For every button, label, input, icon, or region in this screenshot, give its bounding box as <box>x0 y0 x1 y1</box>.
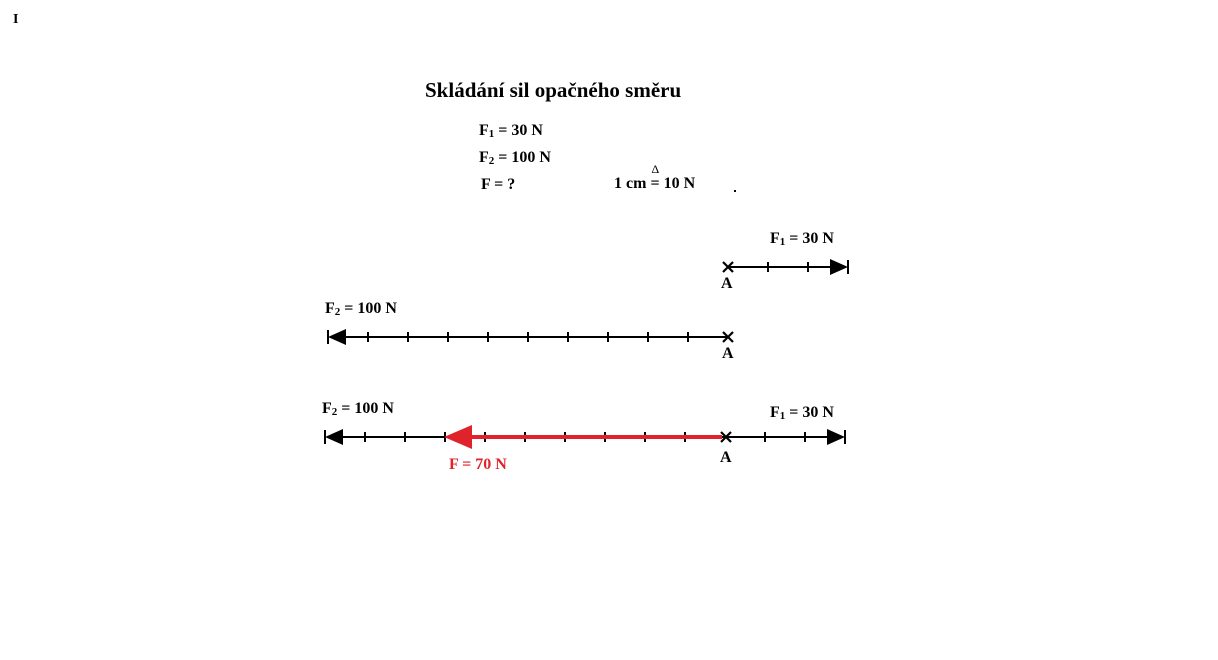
given-f2: $F_2 = 100$ N <box>479 149 551 167</box>
scale-note: 1 cm Δ = 10 N <box>614 162 696 192</box>
row3-f1-label: $F_1 = 30$ N <box>770 404 834 422</box>
corner-mark: I <box>13 12 19 27</box>
corresponds-symbol: Δ = <box>650 162 660 192</box>
row2-f2-label: $F_2 = 100$ N <box>325 300 397 318</box>
row1-f1-label: $F_1 = 30$ N <box>770 230 834 248</box>
row2-point-a: A <box>722 345 734 362</box>
row1-f1-vector <box>728 259 848 275</box>
row3-f1-vector <box>726 429 845 445</box>
row3-f2-label: $F_2 = 100$ N <box>322 400 394 418</box>
row1-point-a: A <box>721 275 733 292</box>
row3-point-a: A <box>720 449 732 466</box>
resultant-vector <box>444 425 722 449</box>
given-f-unknown: F = ? <box>481 176 516 193</box>
diagram-title: Skládání sil opačného směru <box>425 78 682 102</box>
given-f1: $F_1 = 30$ N <box>479 122 543 140</box>
row2-f2-vector <box>328 329 728 345</box>
resultant-label: F = 70 N <box>449 456 507 473</box>
